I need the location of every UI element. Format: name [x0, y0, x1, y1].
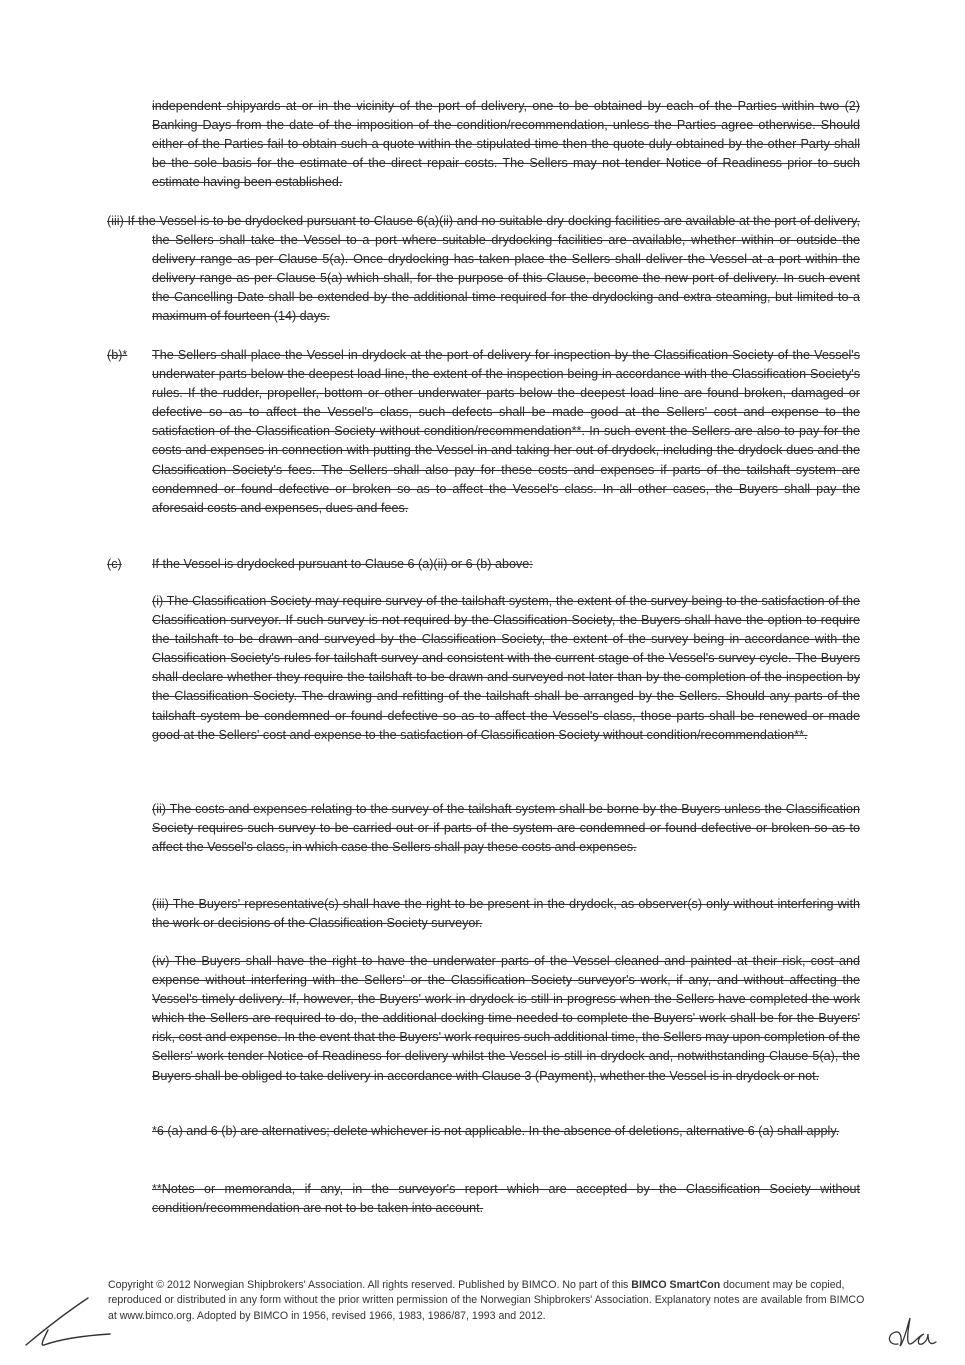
- footer-text-end: document may be copied, reproduced or distributed in any form without the prior written permission of the Norwegian Shipbrokers' Association. Explanatory notes are available from BIMCO at www.bimco.org. Adopted by BIMCO in 1956, revised 1966, 1983, 1986/87, 1993 and 2012.: [108, 1279, 865, 1322]
- clause-c-i: (i) The Classification Society may require survey of the tailshaft system, the extent of the survey being to the satisfaction of the Classification surveyor. If such survey is not required by the Classification Society, the Buyers shall have the option to require the tailshaft to be drawn and surveyed by the Classification Society, the extent of the survey being in accordance with the Classification Society's rules for tailshaft survey and consistent with the current stage of the Vessel's survey cycle. The Buyers shall declare whether they require the tailshaft to be drawn and surveyed not later than by the completion of the inspection by the Classification Society. The drawing and refitting of the tailshaft shall be arranged by the Sellers. Should any parts of the tailshaft system be condemned or found defective so as to affect the Vessel's class, those parts shall be renewed or made good at the Sellers' cost and expense to the satisfaction of Classification Society without condition/recommendation**.: [152, 594, 860, 742]
- footnote-notes: **Notes or memoranda, if any, in the surveyor's report which are accepted by the Classification Society without condition/recommendation are not to be taken into account.: [152, 1182, 860, 1216]
- signature-icon: [18, 1290, 118, 1350]
- clause-b-label: (b)*: [107, 348, 128, 362]
- paragraph-a-iii: (iii) If the Vessel is to be drydocked pursuant to Clause 6(a)(ii) and no suitable dry-docking facilities are available at the port of delivery, the Sellers shall take the Vessel to a port where suitable drydocking facilities are available, whether within or outside the delivery range as per Clause 5(a). Once drydocking has taken place the Sellers shall deliver the Vessel at a port within the delivery range as per Clause 5(a) which shall, for the purpose of this Clause, become the new port of delivery. In such event the Cancelling Date shall be extended by the additional time required for the drydocking and extra steaming, but limited to a maximum of fourteen (14) days.: [107, 214, 860, 324]
- clause-c-ii: (ii) The costs and expenses relating to the survey of the tailshaft system shall be borne by the Buyers unless the Classification Society requires such survey to be carried out or if parts of the system are condemned or found defective or broken so as to affect the Vessel's class, in which case the Sellers shall pay these costs and expenses.: [152, 802, 860, 855]
- clause-c-iv: (iv) The Buyers shall have the right to have the underwater parts of the Vessel cleaned and painted at their risk, cost and expense without interfering with the Sellers' or the Classification Society surveyor's work, if any, and without affecting the Vessel's timely delivery. If, however, the Buyers' work in drydock is still in progress when the Sellers have completed the work which the Sellers are required to do, the additional docking time needed to complete the Buyers' work shall be for the Buyers' risk, cost and expense. In the event that the Buyers' work requires such additional time, the Sellers may upon completion of the Sellers' work tender Notice of Readiness for delivery whilst the Vessel is still in drydock and, notwithstanding Clause 5(a), the Buyers shall be obliged to take delivery in accordance with Clause 3 (Payment), whether the Vessel is in drydock or not.: [152, 954, 860, 1083]
- footer-text-start: Copyright © 2012 Norwegian Shipbrokers' Association. All rights reserved. Published by BIMCO. No part of this: [108, 1279, 632, 1291]
- paragraph-continuation: independent shipyards at or in the vicinity of the port of delivery, one to be obtained by each of the Parties within two (2) Banking Days from the date of the imposition of the condition/recommendation, unless the Parties agree otherwise. Should either of the Parties fail to obtain such a quote within the stipulated time then the quote duly obtained by the other Party shall be the sole basis for the estimate of the direct repair costs. The Sellers may not tender Notice of Readiness prior to such estimate having been established.: [152, 99, 860, 190]
- initials-icon: [880, 1314, 940, 1354]
- footnote-alternatives: *6 (a) and 6 (b) are alternatives; delete whichever is not applicable. In the absence of deletions, alternative 6 (a) shall apply.: [152, 1124, 840, 1138]
- clause-b-text: The Sellers shall place the Vessel in drydock at the port of delivery for inspection by the Classification Society of the Vessel's underwater parts below the deepest load line, the extent of the inspection being in accordance with the Classification Society's rules. If the rudder, propeller, bottom or other underwater parts below the deepest load line are found broken, damaged or defective so as to affect the Vessel's class, such defects shall be made good at the Sellers' cost and expense to the satisfaction of the Classification Society without condition/recommendation**. In such event the Sellers are also to pay for the costs and expenses in connection with putting the Vessel in and taking her out of drydock, including the drydock dues and the Classification Society's fees. The Sellers shall also pay for these costs and expenses if parts of the tailshaft system are condemned or found defective or broken so as to affect the Vessel's class. In all other cases, the Buyers shall pay the aforesaid costs and expenses, dues and fees.: [152, 348, 860, 515]
- clause-c-text: If the Vessel is drydocked pursuant to Clause 6 (a)(ii) or 6 (b) above:: [152, 557, 533, 571]
- footer-brand: BIMCO SmartCon: [631, 1279, 721, 1291]
- clause-c-label: (c): [107, 557, 122, 571]
- copyright-footer: [108, 1278, 868, 1324]
- clause-c-iii: (iii) The Buyers' representative(s) shall have the right to be present in the drydock, as observer(s) only without interfering with the work or decisions of the Classification Society surveyor.: [152, 897, 860, 931]
